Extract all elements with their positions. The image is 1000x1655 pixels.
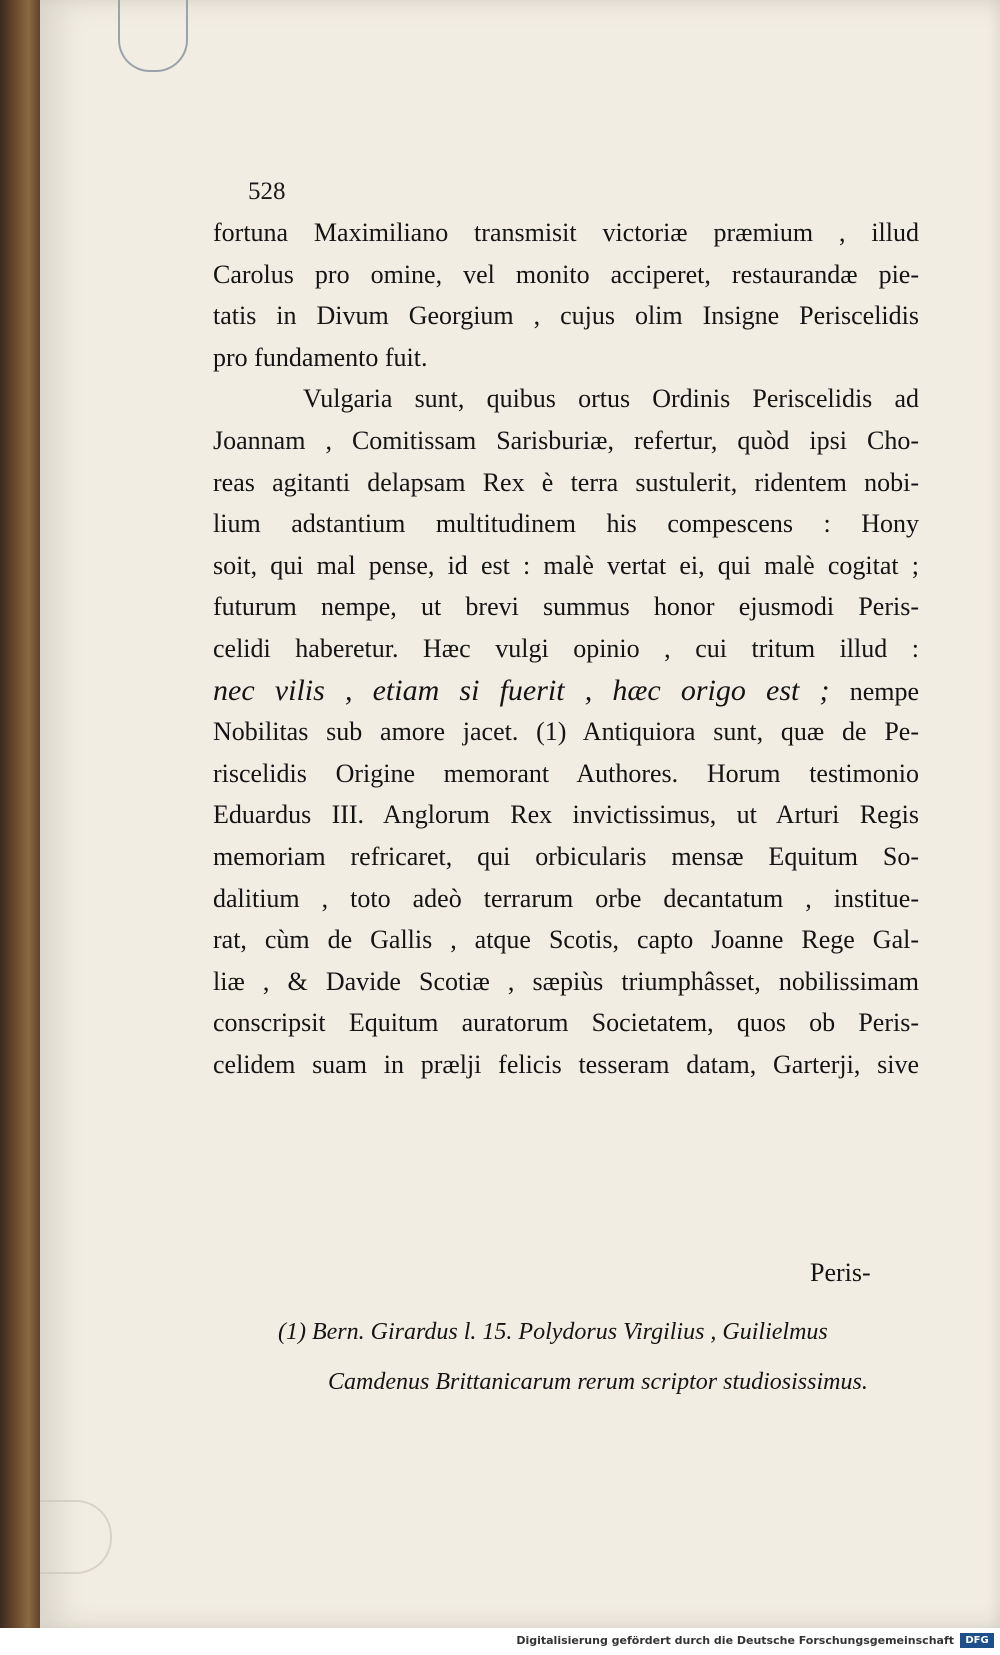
text-line: celidem suam in prælji felicis tesseram datam, Garterji, sive [213, 1049, 919, 1079]
text-line: fortuna Maximiliano transmisit victoriæ præmium , illud [213, 218, 919, 247]
funding-credit: Digitalisierung gefördert durch die Deutsche Forschungsgemeinschaft [516, 1634, 954, 1647]
text-line: Joannam , Comitissam Sarisburiæ, refertur, quòd ipsi Cho- [213, 425, 919, 455]
catchword: Peris- [810, 1258, 871, 1287]
text-line: celidi haberetur. Hæc vulgi opinio , cui tritum illud : [213, 633, 919, 663]
footnote [278, 1307, 918, 1407]
digitization-footer [0, 1628, 1000, 1655]
verse-tail: nempe [849, 676, 920, 706]
text-line: memoriam refricaret, qui orbicularis mensæ Equitum So- [213, 841, 919, 871]
main-text-block [213, 212, 919, 1085]
page-corner-mark [40, 1500, 112, 1574]
text-line: soit, qui mal pense, id est : malè vertat ei, qui malè cogitat ; [213, 550, 919, 580]
dfg-logo: DFG [960, 1633, 994, 1648]
text-line: Eduardus III. Anglorum Rex invictissimus, ut Arturi Regis [213, 800, 919, 830]
text-line: lium adstantium multitudinem his compescens : Hony [213, 509, 919, 539]
text-line: riscelidis Origine memorant Authores. Horum testimonio [213, 758, 919, 788]
verse-text: nec vilis , etiam si fuerit , hæc origo est ; [213, 673, 830, 707]
page-number: 528 [248, 178, 286, 205]
footnote-line: Camdenus Brittanicarum rerum scriptor studiosissimus. [328, 1369, 868, 1395]
text-line: dalitium , toto adeò terrarum orbe decantatum , institue- [213, 883, 919, 913]
text-line: reas agitanti delapsam Rex è terra sustulerit, ridentem nobi- [213, 467, 919, 497]
text-line: tatis in Divum Georgium , cujus olim Insigne Periscelidis [213, 301, 919, 331]
text-line: futurum nempe, ut brevi summus honor ejusmodi Peris- [213, 592, 919, 622]
text-line: pro fundamento fuit. [213, 342, 428, 372]
text-line: rat, cùm de Gallis , atque Scotis, capto Joanne Rege Gal- [213, 925, 919, 955]
footnote-line: (1) Bern. Girardus l. 15. Polydorus Virgilius , Guilielmus [278, 1319, 828, 1345]
text-line: liæ , & Davide Scotiæ , sæpiùs triumphâsset, nobilissimam [213, 966, 919, 996]
text-line: Carolus pro omine, vel monito acciperet, restaurandæ pie- [213, 259, 919, 289]
text-line: conscripsit Equitum auratorum Societatem, quos ob Peris- [213, 1008, 919, 1038]
text-line: Nobilitas sub amore jacet. (1) Antiquiora sunt, quæ de Pe- [213, 717, 919, 747]
paper-clip [118, 0, 188, 72]
text-line: Vulgaria sunt, quibus ortus Ordinis Periscelidis ad [303, 384, 919, 414]
italic-verse-line [213, 670, 919, 712]
